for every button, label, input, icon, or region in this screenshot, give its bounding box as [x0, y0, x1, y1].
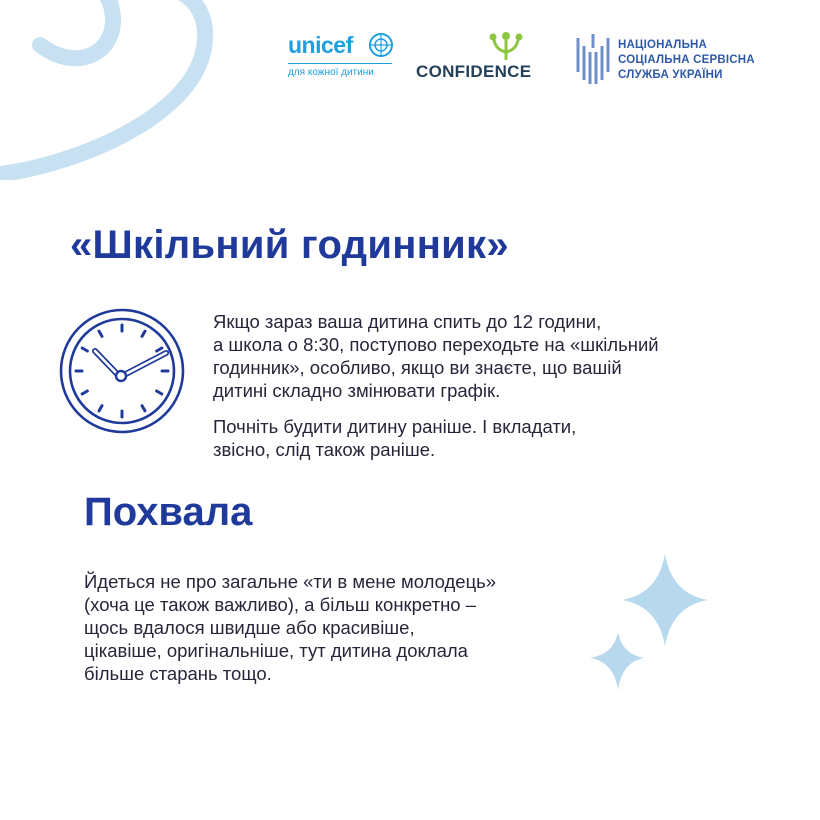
section-title-school-clock: «Шкільний годинник»: [70, 223, 509, 267]
nss-line-2: СОЦІАЛЬНА СЕРВІСНА: [618, 54, 755, 66]
clock-tick: [142, 331, 145, 336]
un-globe-icon: [368, 32, 394, 58]
clock-icon: [58, 307, 186, 435]
paragraph-line: (хоча це також важливо), а більш конкретно –: [84, 594, 477, 615]
nss-wordmark: [618, 38, 755, 83]
paragraph-line: годинник», особливо, якщо ви знаєте, що вашій: [213, 357, 622, 378]
trident-emblem-icon: [574, 32, 612, 90]
unicef-divider: [288, 63, 392, 64]
unicef-logo: [288, 32, 400, 79]
paragraph-line: щось вдалося швидше або красивіше,: [84, 617, 415, 638]
clock-tick: [82, 348, 87, 351]
unicef-tagline: для кожної дитини: [288, 67, 374, 78]
clock-tick: [82, 391, 87, 394]
paragraph-line: Почніть будити дитину раніше. І вкладати,: [213, 416, 577, 437]
praise-paragraph: [84, 570, 604, 685]
paragraph-line: Якщо зараз ваша дитина спить до 12 години,: [213, 311, 602, 332]
clock-tick: [99, 331, 102, 336]
paragraph-line: цікавіше, оригінальніше, тут дитина доклала: [84, 640, 468, 661]
section-title-praise: Похвала: [84, 490, 253, 534]
paragraph-line: а школа о 8:30, поступово переходьте на «шкільний: [213, 334, 659, 355]
clock-tick: [142, 406, 145, 411]
paragraph-line: звісно, слід також раніше.: [213, 439, 436, 460]
paragraph-line: дитині складно змінювати графік.: [213, 380, 501, 401]
nss-line-3: СЛУЖБА УКРАЇНИ: [618, 69, 723, 81]
clock-tick: [99, 406, 102, 411]
clock-tick: [157, 348, 162, 351]
unicef-wordmark: unicef: [288, 32, 353, 58]
confidence-wordmark: CONFIDENCE: [416, 62, 532, 81]
paragraph-line: більше старань тощо.: [84, 663, 272, 684]
confidence-tree-icon: [486, 30, 526, 62]
school-clock-paragraph-1: [213, 310, 773, 402]
school-clock-paragraph-2: [213, 415, 773, 461]
paragraph-line: Йдеться не про загальне «ти в мене молодець»: [84, 571, 497, 592]
logo-row: [288, 28, 768, 92]
nss-line-1: НАЦІОНАЛЬНА: [618, 39, 708, 51]
swirl-decoration: [0, 0, 230, 180]
clock-tick: [157, 391, 162, 394]
